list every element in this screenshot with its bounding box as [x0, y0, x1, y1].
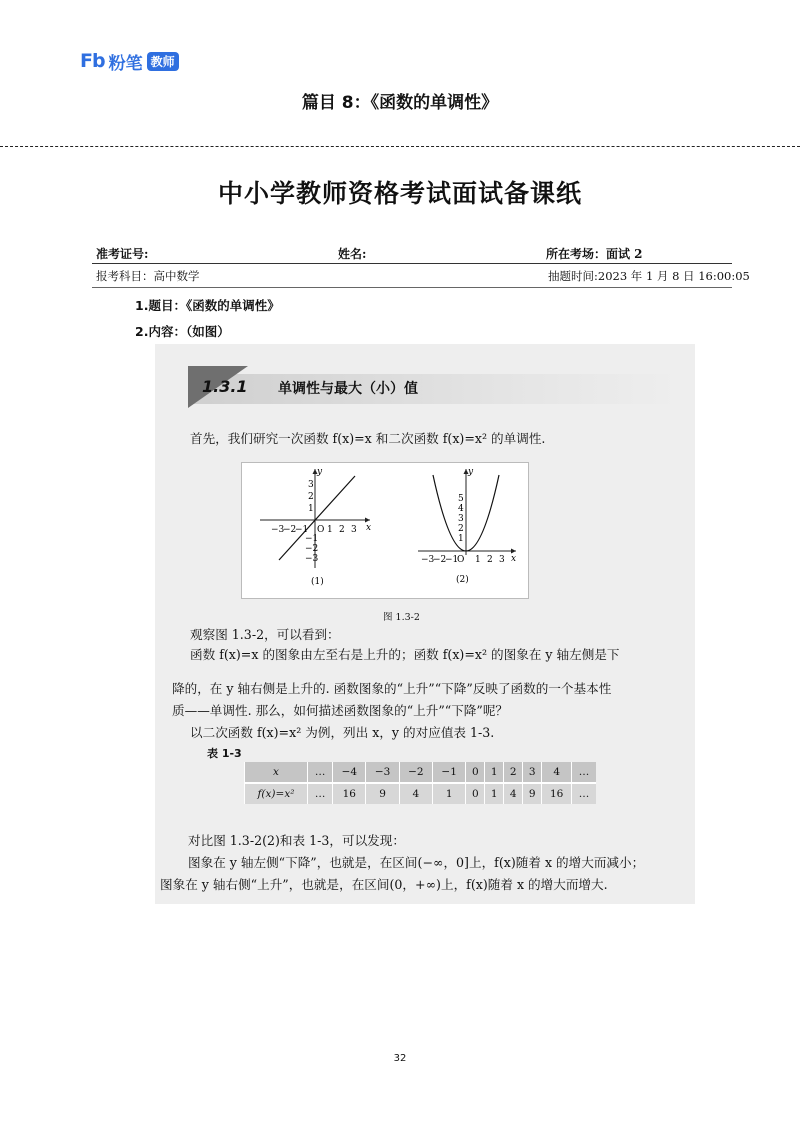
table-cell: 9 [366, 783, 399, 804]
logo-tag: 教师 [147, 52, 179, 71]
g2-x-axis-label: x [511, 554, 517, 564]
dashed-divider [0, 146, 800, 147]
g2-xtick: −1 [445, 555, 459, 565]
g1-ytick: −2 [305, 544, 319, 554]
table-cell: … [572, 762, 596, 783]
g2-ytick: 4 [458, 504, 464, 514]
figure-caption: 图 1.3-2 [383, 612, 420, 623]
logo-mark: Fb [80, 50, 105, 72]
table-cell: 0 [466, 762, 485, 783]
g1-xtick: −1 [295, 525, 309, 535]
table-row-fx [245, 783, 597, 804]
g1-xtick: −2 [283, 525, 297, 535]
g2-ytick: 5 [458, 494, 464, 504]
table-cell: 0 [466, 783, 485, 804]
g1-ytick: 3 [308, 480, 314, 490]
g2-xtick: −2 [433, 555, 447, 565]
paragraph: 函数 f(x)=x 的图象由左至右是上升的；函数 f(x)=x² 的图象在 y 轴左侧是下 [190, 647, 620, 662]
value-table [244, 762, 596, 804]
table-cell: 4 [399, 783, 432, 804]
paragraph: 对比图 1.3-2(2)和表 1-3，可以发现： [188, 833, 405, 848]
g2-y-axis-label: y [468, 467, 474, 477]
table-cell: −1 [433, 762, 466, 783]
paragraph: 图象在 y 轴左侧“下降”，也就是，在区间(−∞，0]上，f(x)随着 x 的增大而减小； [188, 855, 645, 870]
section-title: 单调性与最大（小）值 [278, 381, 418, 397]
table-cell: 1 [485, 783, 504, 804]
brand-logo [80, 50, 179, 72]
paragraph: 以二次函数 f(x)=x² 为例，列出 x，y 的对应值表 1-3. [190, 725, 495, 740]
g2-xtick: 1 [475, 555, 481, 565]
graph-linear [260, 467, 371, 587]
item-content: 2.内容：（如图） [135, 324, 230, 339]
table-cell: x [245, 762, 308, 783]
g2-xtick: 2 [487, 555, 493, 565]
g2-ytick: 3 [458, 514, 464, 524]
section-number: 1.3.1 [202, 377, 248, 396]
section-banner [188, 366, 680, 408]
table-cell: 16 [542, 783, 572, 804]
g2-caption: (2) [456, 575, 469, 585]
function-graphs [241, 462, 529, 599]
table-cell: 1 [433, 783, 466, 804]
table-cell: 3 [523, 762, 542, 783]
table-cell: … [572, 783, 596, 804]
table-cell: f(x)=x² [245, 783, 308, 804]
logo-brand-text: 粉笔 [108, 53, 143, 74]
g1-xtick: 1 [327, 525, 333, 535]
exam-room-label: 所在考场：面试 2 [546, 247, 643, 261]
table-cell: −2 [399, 762, 432, 783]
info-divider [92, 263, 732, 264]
g2-ytick: 1 [458, 534, 464, 544]
table-cell: 2 [504, 762, 523, 783]
g1-xtick: 3 [351, 525, 357, 535]
item-topic: 1.题目：《函数的单调性》 [135, 298, 280, 313]
g1-ytick: −1 [305, 534, 319, 544]
draw-time-label: 抽题时间:2023 年 1 月 8 日 16:00:05 [548, 269, 750, 283]
paragraph: 降的，在 y 轴右侧是上升的. 函数图象的“上升”“下降”反映了函数的一个基本性 [172, 681, 612, 696]
intro-text: 首先，我们研究一次函数 f(x)=x 和二次函数 f(x)=x² 的单调性. [190, 431, 546, 446]
g2-origin: O [457, 555, 465, 565]
table-cell: 4 [504, 783, 523, 804]
g1-xtick: −3 [271, 525, 285, 535]
page-number: 32 [393, 1053, 407, 1064]
table-cell: 16 [333, 783, 366, 804]
paragraph: 观察图 1.3-2，可以看到： [190, 627, 340, 642]
piece-title: 篇目 8：《函数的单调性》 [301, 93, 499, 113]
info-divider-2 [92, 287, 732, 288]
g1-ytick: −3 [305, 554, 319, 564]
g1-x-axis-label: x [366, 523, 372, 533]
g1-xtick: 2 [339, 525, 345, 535]
table-cell: −3 [366, 762, 399, 783]
g1-ytick: 1 [308, 504, 314, 514]
paragraph: 图象在 y 轴右侧“上升”，也就是，在区间(0，+∞)上，f(x)随着 x 的增大而增大. [160, 877, 608, 892]
subject-label: 报考科目：高中数学 [96, 269, 200, 283]
paragraph: 质——单调性. 那么，如何描述函数图象的“上升”“下降”呢？ [172, 703, 509, 718]
g1-ytick: 2 [308, 492, 314, 502]
table-cell: … [308, 762, 333, 783]
g1-y-axis-label: y [317, 467, 323, 477]
table-label: 表 1-3 [207, 747, 242, 760]
table-row-x [245, 762, 597, 783]
g2-xtick: −3 [421, 555, 435, 565]
g2-ytick: 2 [458, 524, 464, 534]
g1-caption: (1) [311, 577, 324, 587]
g2-xtick: 3 [499, 555, 505, 565]
graphs-svg [242, 463, 528, 598]
sheet-title: 中小学教师资格考试面试备课纸 [217, 179, 582, 208]
exam-id-label: 准考证号: [96, 247, 149, 261]
table-cell: −4 [333, 762, 366, 783]
name-label: 姓名: [338, 247, 367, 261]
table-cell: 4 [542, 762, 572, 783]
table-cell: … [308, 783, 333, 804]
table-cell: 1 [485, 762, 504, 783]
g1-origin: O [317, 525, 325, 535]
graph-quadratic [418, 467, 516, 585]
table-cell: 9 [523, 783, 542, 804]
